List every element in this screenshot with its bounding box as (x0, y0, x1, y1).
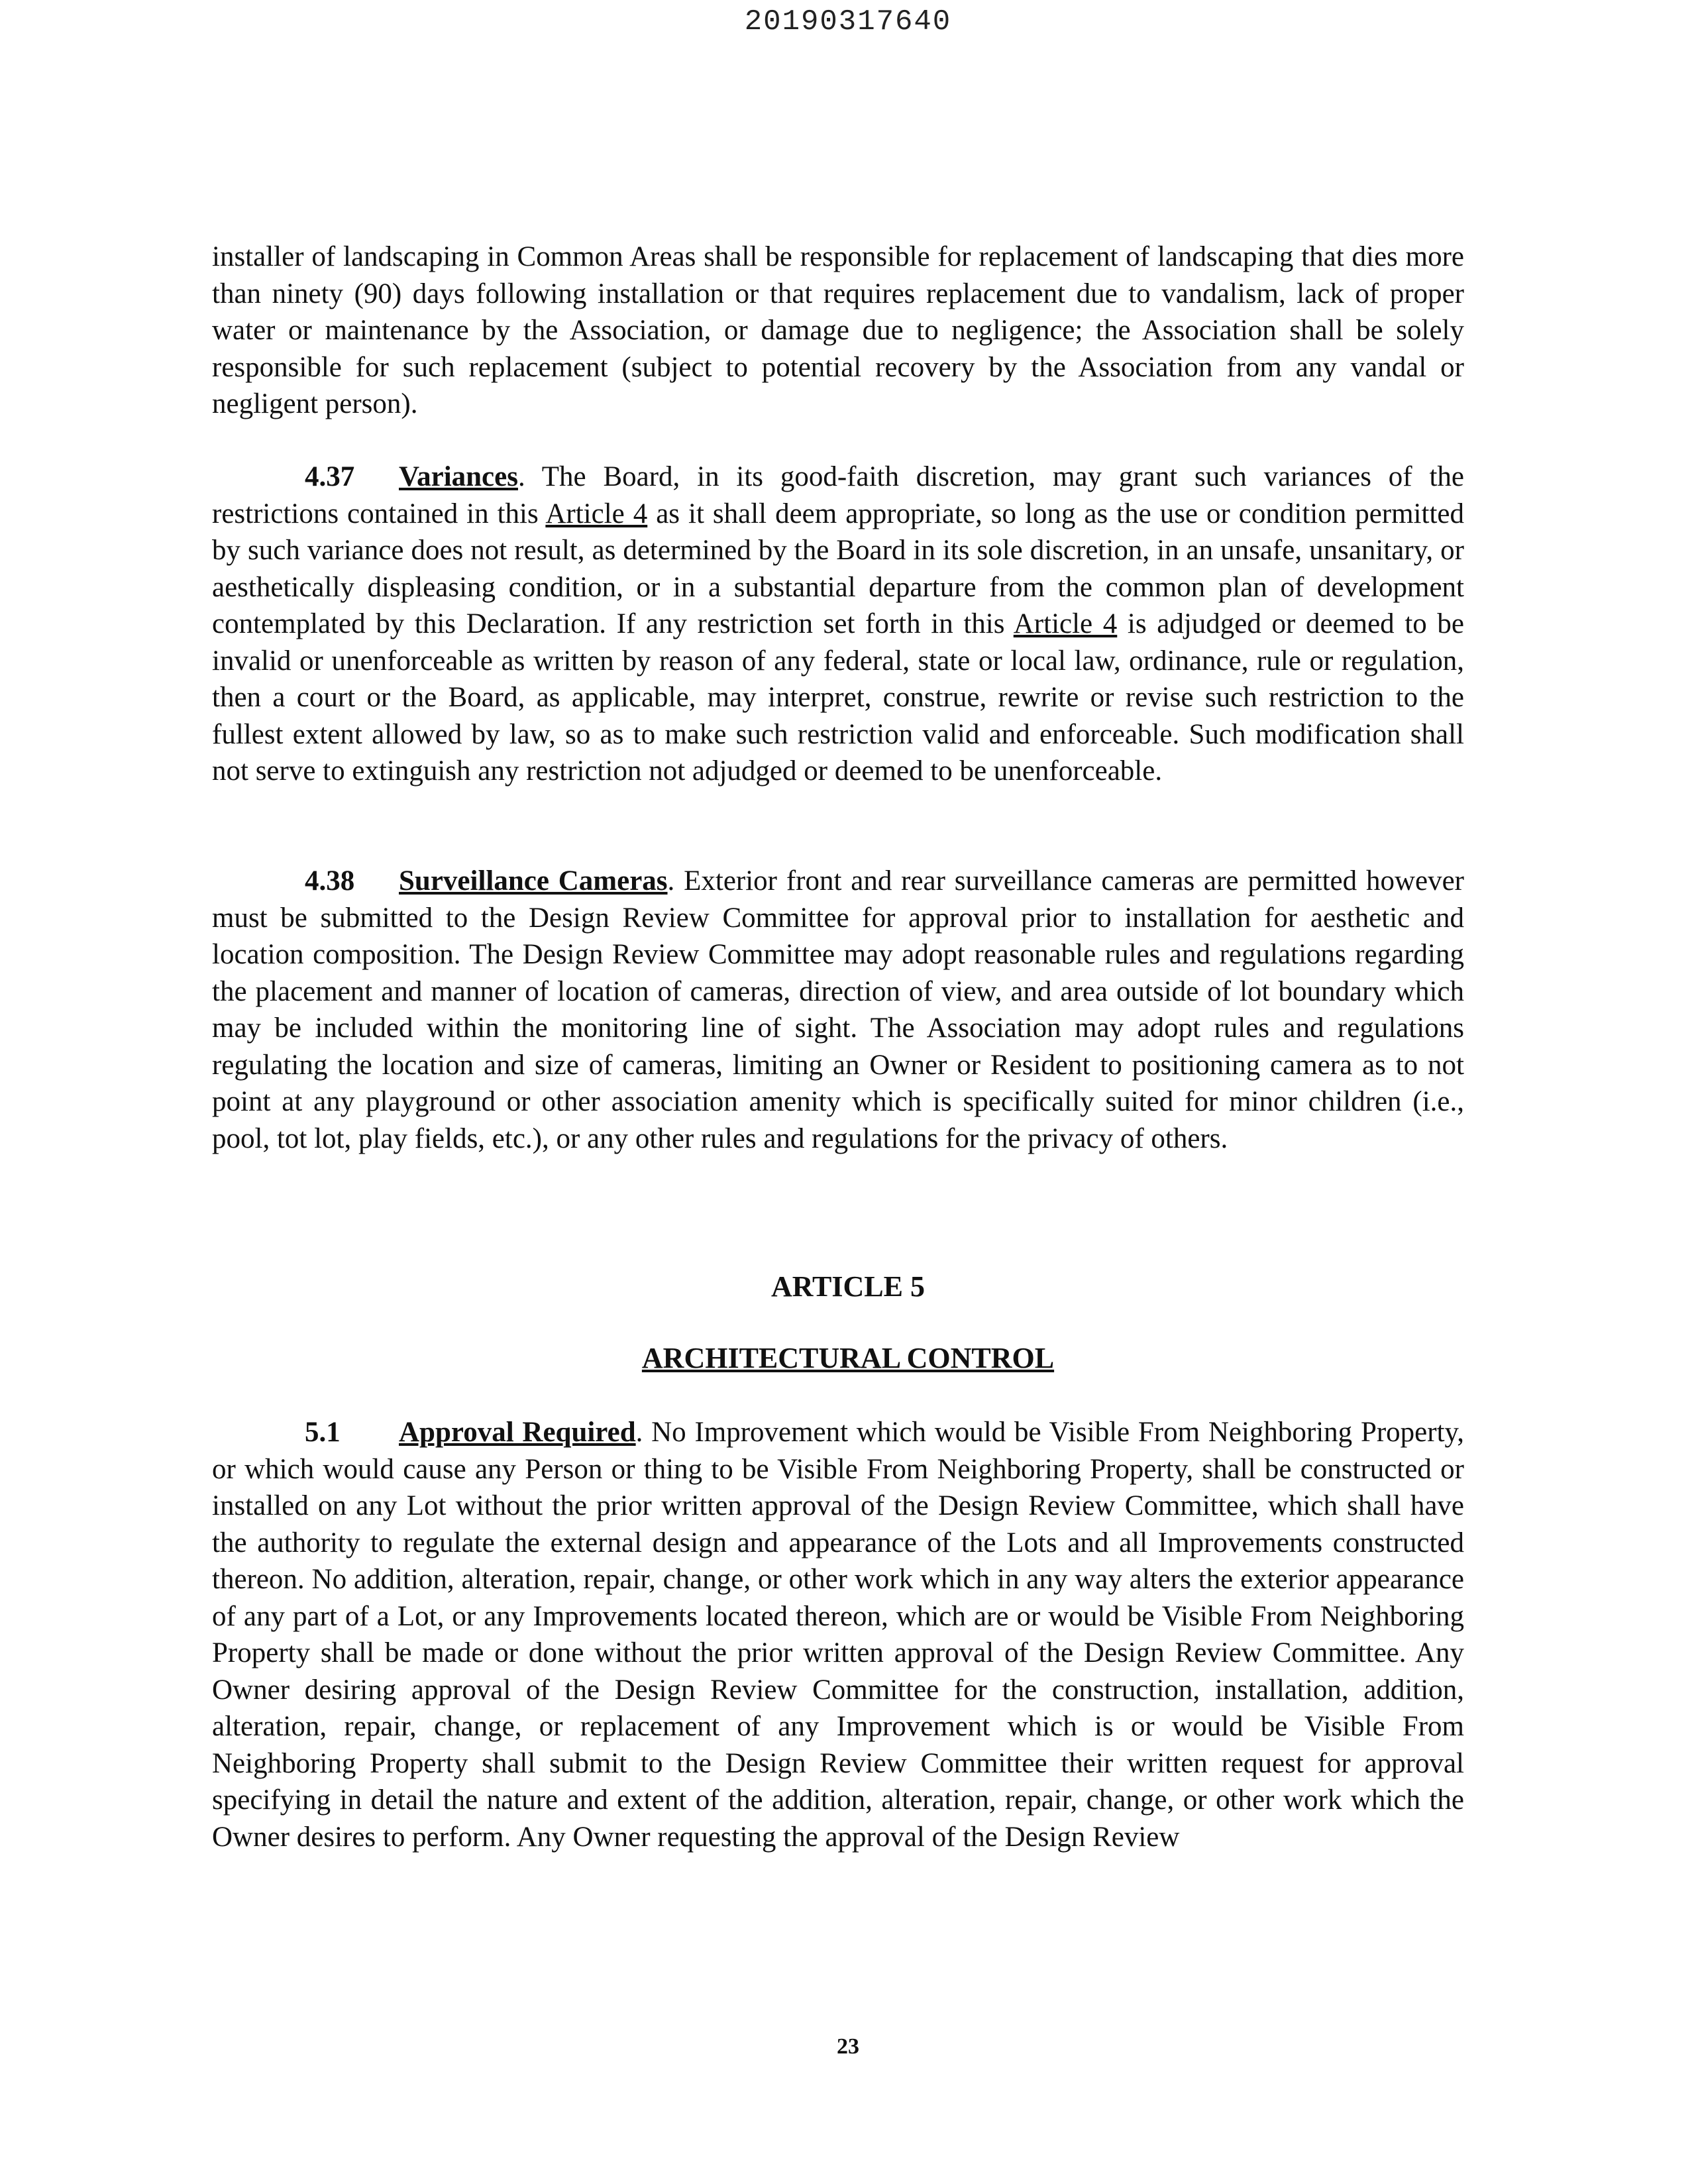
section-title: Approval Required (399, 1417, 636, 1448)
paragraph-continuation (212, 239, 1464, 423)
section-text: as it shall deem appropriate, so long as the use or condition permitted by such variance does not result, as determined by the Board in its sole discretion, in an unsafe, unsanitary, or aesthetically displeasing condition, or in a substantial departure from the common plan of development contemplated by this Declaration. If any restriction set forth in this (212, 498, 1464, 639)
article-number: ARTICLE 5 (771, 1270, 925, 1303)
article-title: ARCHITECTURAL CONTROL (641, 1342, 1055, 1374)
article-reference: Article 4 (1013, 608, 1118, 639)
section-4-37 (212, 459, 1464, 790)
section-4-38 (212, 863, 1464, 1157)
section-5-1 (212, 1414, 1464, 1855)
section-title: Variances (399, 461, 518, 492)
section-text: . The Board, in its good-faith discretion, may grant such variances of the restrictions contained in this (212, 461, 1464, 529)
section-number: 4.38 (305, 865, 355, 897)
document-number: 20190317640 (744, 5, 952, 38)
article-reference: Article 4 (545, 498, 648, 529)
section-title: Surveillance Cameras (399, 865, 668, 897)
page-number: 23 (837, 2034, 859, 2059)
section-number: 4.37 (305, 461, 355, 492)
section-text: is adjudged or deemed to be invalid or unenforceable as written by reason of any federal, state or local law, ordinance, rule or regulation, then a court or the Board, as applicable, may interpret, construe, rewrite or revise such restriction to the fullest extent allowed by law, so as to make such restriction valid and enforceable. Such modification shall not serve to extinguish any restriction not adjudged or deemed to be unenforceable. (212, 608, 1464, 787)
section-text: . No Improvement which would be Visible From Neighboring Property, or which would cause any Person or thing to be Visible From Neighboring Property, shall be constructed or installed on any Lot without the prior written approval of the Design Review Committee, which shall have the authority to regulate the external design and appearance of the Lots and all Improvements constructed thereon. No addition, alteration, repair, change, or other work which in any way alters the exterior appearance of any part of a Lot, or any Improvements located thereon, which are or would be Visible From Neighboring Property shall be made or done without the prior written approval of the Design Review Committee. Any Owner desiring approval of the Design Review Committee for the construction, installation, addition, alteration, repair, change, or replacement of any Improvement which is or would be Visible From Neighboring Property shall submit to the Design Review Committee their written request for approval specifying in detail the nature and extent of the addition, alteration, repair, change, or other work which the Owner desires to perform. Any Owner requesting the approval of the Design Review (212, 1417, 1464, 1853)
section-text: . Exterior front and rear surveillance cameras are permitted however must be submitted to the Design Review Committee for approval prior to installation for aesthetic and location composition. The Design Review Committee may adopt reasonable rules and regulations regarding the placement and manner of location of cameras, direction of view, and area outside of lot boundary which may be included within the monitoring line of sight. The Association may adopt rules and regulations regulating the location and size of cameras, limiting an Owner or Resident to positioning camera as to not point at any playground or other association amenity which is specifically suited for minor children (i.e., pool, tot lot, play fields, etc.), or any other rules and regulations for the privacy of others. (212, 865, 1464, 1154)
continuation-text: installer of landscaping in Common Areas shall be responsible for replacement of landscaping that dies more than ninety (90) days following installation or that requires replacement due to vandalism, lack of proper water or maintenance by the Association, or damage due to negligence; the Association shall be solely responsible for such replacement (subject to potential recovery by the Association from any vandal or negligent person). (212, 241, 1464, 419)
section-number: 5.1 (305, 1417, 341, 1448)
